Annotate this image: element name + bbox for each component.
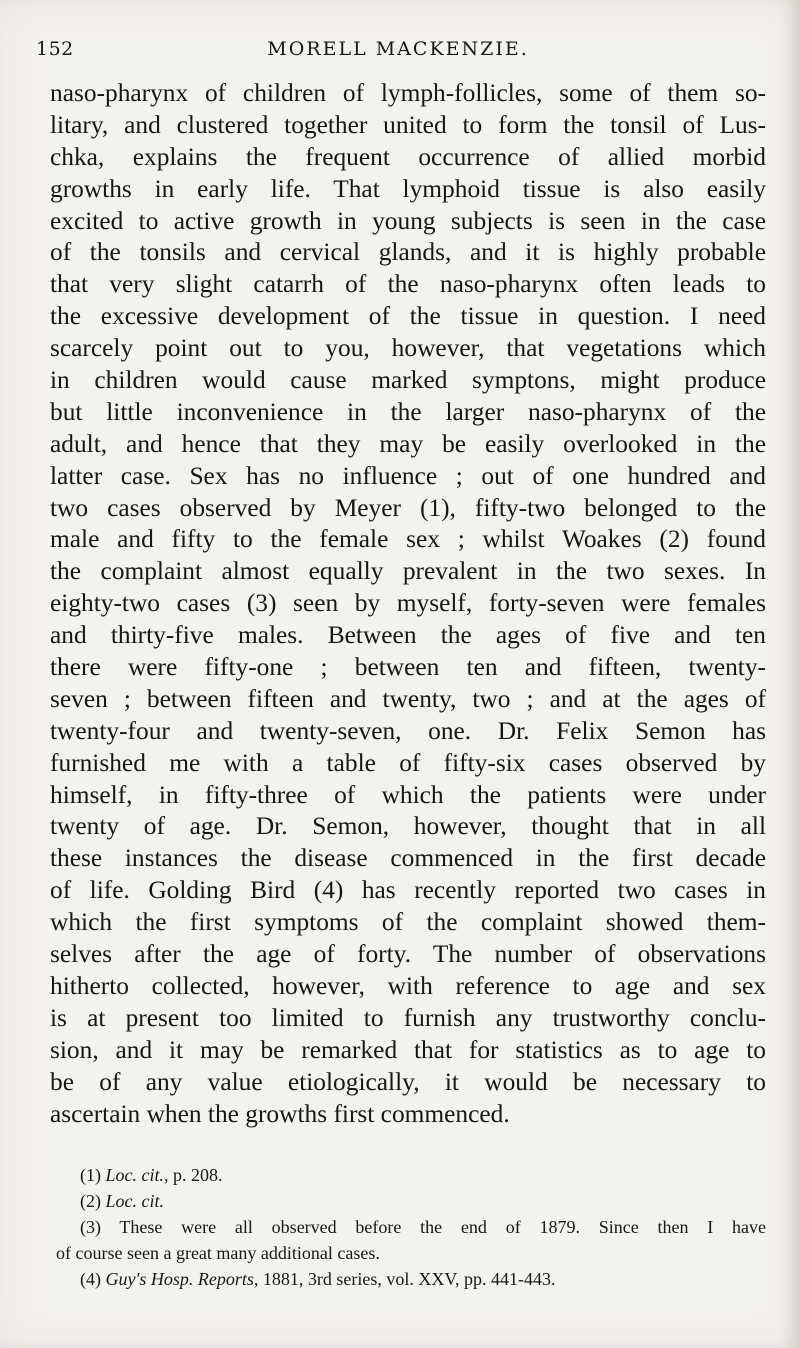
text-line: seven ; between fifteen and twenty, two ; and at the ages of xyxy=(50,684,766,713)
text-line: in children would cause marked symptons, might produce xyxy=(50,366,766,395)
footnote-citation: Loc. cit. xyxy=(105,1191,164,1211)
page-header xyxy=(36,38,760,68)
footnote-mark: (2) xyxy=(80,1191,101,1211)
text-line: excited to active growth in young subjects is seen in the case xyxy=(50,206,766,235)
text-line: latter case. Sex has no influence ; out of one hundred and xyxy=(50,461,766,490)
footnote-text: 1881, 3rd series, vol. XXV, pp. 441-443. xyxy=(258,1269,556,1289)
text-line: that very slight catarrh of the naso-pharynx often leads to xyxy=(50,270,766,299)
text-line: the excessive development of the tissue in question. I need xyxy=(50,302,766,331)
text-line: but little inconvenience in the larger naso-pharynx of the xyxy=(50,397,766,426)
running-head: MORELL MACKENZIE. xyxy=(267,38,529,60)
footnote-citation: Loc. cit., xyxy=(105,1165,169,1185)
text-line: adult, and hence that they may be easily overlooked in the xyxy=(50,429,766,458)
footnote-3-line-1: (3) These were all observed before the end of 1879. Since then I have xyxy=(80,1217,766,1237)
text-line: chka, explains the frequent occurrence of allied morbid xyxy=(50,142,766,171)
text-line: and thirty-five males. Between the ages of five and ten xyxy=(50,621,766,650)
text-line: two cases observed by Meyer (1), fifty-two belonged to the xyxy=(50,493,766,522)
text-line: eighty-two cases (3) seen by myself, forty-seven were females xyxy=(50,589,766,618)
text-line: hitherto collected, however, with reference to age and sex xyxy=(50,971,766,1000)
text-line: himself, in fifty-three of which the patients were under xyxy=(50,780,766,809)
footnotes xyxy=(56,1162,766,1292)
text-line: of the tonsils and cervical glands, and it is highly probable xyxy=(50,238,766,267)
footnote-text: p. 208. xyxy=(168,1165,223,1185)
text-line: the complaint almost equally prevalent in the two sexes. In xyxy=(50,557,766,586)
text-line: furnished me with a table of fifty-six cases observed by xyxy=(50,748,766,777)
footnote-3-line-2: of course seen a great many additional cases. xyxy=(56,1243,380,1263)
text-line: naso-pharynx of children of lymph-follicles, some of them so- xyxy=(50,79,766,107)
text-line: there were fifty-one ; between ten and fifteen, twenty- xyxy=(50,653,766,682)
text-line: litary, and clustered together united to form the tonsil of Lus- xyxy=(50,110,766,139)
text-line: sion, and it may be remarked that for statistics as to age to xyxy=(50,1035,766,1064)
footnote-1 xyxy=(56,1162,766,1188)
text-line: growths in early life. That lymphoid tissue is also easily xyxy=(50,174,766,203)
text-line: twenty-four and twenty-seven, one. Dr. Felix Semon has xyxy=(50,716,766,745)
text-line: is at present too limited to furnish any trustworthy conclu- xyxy=(50,1003,766,1032)
text-line: scarcely point out to you, however, that vegetations which xyxy=(50,334,766,363)
page-number: 152 xyxy=(36,38,74,60)
text-line: be of any value etiologically, it would be necessary to xyxy=(50,1067,766,1096)
text-line: twenty of age. Dr. Semon, however, thought that in all xyxy=(50,812,766,841)
footnote-2 xyxy=(56,1188,766,1214)
text-line: these instances the disease commenced in the first decade xyxy=(50,844,766,873)
footnote-mark: (1) xyxy=(80,1165,101,1185)
body-text xyxy=(50,78,766,1130)
text-line: selves after the age of forty. The number of observations xyxy=(50,940,766,969)
text-line: of life. Golding Bird (4) has recently reported two cases in xyxy=(50,876,766,905)
footnote-mark: (4) xyxy=(80,1269,101,1289)
text-line: male and fifty to the female sex ; whilst Woakes (2) found xyxy=(50,525,766,554)
text-line: ascertain when the growths first commenced. xyxy=(50,1099,510,1128)
footnote-citation: Guy's Hosp. Reports, xyxy=(105,1269,259,1289)
text-line: which the first symptoms of the complaint showed them- xyxy=(50,908,766,937)
footnote-4 xyxy=(56,1266,766,1292)
